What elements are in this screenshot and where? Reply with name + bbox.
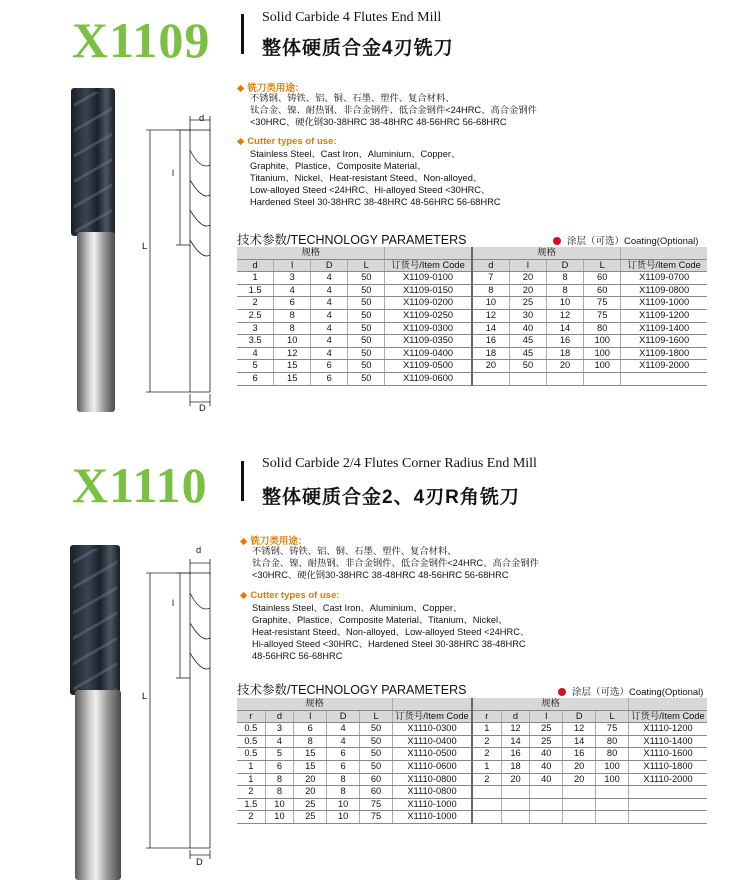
column-header: D: [311, 259, 348, 272]
table-cell: 50: [360, 723, 393, 736]
table-cell: 40: [530, 773, 563, 786]
table-cell: 25: [530, 735, 563, 748]
table-row: [237, 773, 707, 786]
table-cell: 60: [584, 284, 621, 297]
table-cell: 75: [360, 798, 393, 811]
table-cell: 4: [311, 347, 348, 360]
dim-label-d: d: [199, 113, 205, 123]
coating-dot-icon: [553, 237, 561, 245]
table-cell: X1110-0800: [393, 786, 472, 799]
table-row: [237, 284, 707, 297]
table-row: [237, 360, 707, 373]
spec-group-header: 规格: [472, 698, 629, 710]
column-header: d: [472, 259, 510, 272]
dim-label-L: L: [142, 691, 148, 701]
table-cell: 50: [348, 335, 385, 348]
table-cell: 12: [547, 309, 584, 322]
table-row: [237, 735, 707, 748]
end-mill-drawing: [140, 110, 230, 415]
table-cell: 2: [237, 811, 265, 824]
table-cell: 45: [509, 347, 546, 360]
table-cell: 6: [237, 372, 274, 385]
table-cell: 2: [472, 748, 501, 761]
column-header: l: [509, 259, 546, 272]
table-cell: 75: [360, 811, 393, 824]
column-header: 订货号/Item Code: [393, 710, 472, 723]
table-cell: [621, 372, 707, 385]
table-cell: 20: [509, 284, 546, 297]
table-cell: 50: [348, 360, 385, 373]
table-cell: 4: [327, 723, 360, 736]
table-cell: 10: [274, 335, 311, 348]
table-cell: 18: [501, 760, 530, 773]
table-cell: 6: [327, 748, 360, 761]
table-cell: 2: [472, 735, 501, 748]
table-cell: 5: [265, 748, 294, 761]
table-cell: 50: [348, 297, 385, 310]
table-cell: X1110-1400: [629, 735, 707, 748]
table-cell: 10: [547, 297, 584, 310]
table-cell: 12: [501, 723, 530, 736]
table-row: [237, 786, 707, 799]
spec-group-header-blank: [393, 698, 472, 710]
table-cell: 4: [311, 272, 348, 285]
table-cell: [563, 786, 596, 799]
table-cell: 10: [265, 798, 294, 811]
table-cell: X1109-1000: [621, 297, 707, 310]
table-cell: X1110-1000: [393, 798, 472, 811]
column-header: l: [530, 710, 563, 723]
table-cell: 15: [294, 760, 327, 773]
table-cell: 15: [274, 360, 311, 373]
table-cell: 4: [311, 322, 348, 335]
column-header: d: [501, 710, 530, 723]
column-header: r: [237, 710, 265, 723]
spec-group-header: 规格: [472, 247, 621, 259]
dim-label-D: D: [199, 403, 206, 413]
table-cell: 6: [311, 360, 348, 373]
table-cell: [472, 786, 501, 799]
table-cell: 0.5: [237, 723, 265, 736]
dim-label-D: D: [196, 857, 203, 867]
table-cell: 60: [360, 773, 393, 786]
use-en-header: ◆ Cutter types of use:: [237, 136, 337, 147]
table-cell: 4: [311, 284, 348, 297]
table-row: [237, 723, 707, 736]
table-cell: X1110-0500: [393, 748, 472, 761]
table-row: [237, 309, 707, 322]
dim-label-L: L: [142, 241, 148, 251]
table-cell: 6: [265, 760, 294, 773]
table-cell: X1110-1000: [393, 811, 472, 824]
table-cell: X1109-0350: [385, 335, 472, 348]
table-cell: 1: [237, 773, 265, 786]
table-cell: 1: [472, 723, 501, 736]
use-en-text: Stainless Steel、Cast Iron、Aluminium、Copper、 Graphite、Plastice、Composite Material、 Titanium、Nickel、Heat-resistant Steed、Non-alloyed、 Low-alloyed Steed <24HRC、Hi-alloyed Steed <30HRC、 Hardened Steel 30-38HRC 38-48HRC 48-56HRC 56-68HRC: [250, 149, 501, 207]
column-header: D: [563, 710, 596, 723]
table-cell: 5: [237, 360, 274, 373]
column-header: l: [294, 710, 327, 723]
tech-params-title: 技术参数/TECHNOLOGY PARAMETERS: [237, 233, 467, 247]
table-cell: [472, 372, 510, 385]
spec-group-header: 规格: [237, 698, 393, 710]
table-cell: [509, 372, 546, 385]
table-cell: 20: [547, 360, 584, 373]
table-cell: [596, 798, 629, 811]
flute-highlight: [74, 92, 112, 232]
column-header: r: [472, 710, 501, 723]
coating-dot-icon: [558, 688, 566, 696]
table-cell: 0.5: [237, 735, 265, 748]
title-en: Solid Carbide 2/4 Flutes Corner Radius End Mill: [262, 456, 537, 471]
coating-note: 涂层（可选）Coating(Optional): [558, 684, 703, 698]
table-cell: 7: [472, 272, 510, 285]
table-cell: X1109-1600: [621, 335, 707, 348]
dim-label-l: l: [172, 168, 175, 178]
table-cell: 50: [348, 347, 385, 360]
table-cell: 3: [274, 272, 311, 285]
spec-table-x1110: [237, 698, 707, 824]
table-cell: 6: [311, 372, 348, 385]
table-cell: 50: [360, 748, 393, 761]
title-divider: [241, 14, 244, 54]
table-row: [237, 335, 707, 348]
table-cell: X1110-1200: [629, 723, 707, 736]
table-row: [237, 811, 707, 824]
diamond-bullet-icon: ◆: [237, 136, 245, 147]
table-cell: 30: [509, 309, 546, 322]
table-cell: X1109-0500: [385, 360, 472, 373]
table-cell: 2: [237, 297, 274, 310]
table-cell: X1109-0100: [385, 272, 472, 285]
table-cell: 6: [274, 297, 311, 310]
table-cell: 16: [563, 748, 596, 761]
table-cell: 15: [274, 372, 311, 385]
table-cell: [563, 798, 596, 811]
table-cell: X1109-0600: [385, 372, 472, 385]
column-header: D: [547, 259, 584, 272]
column-header: d: [265, 710, 294, 723]
table-cell: 80: [596, 748, 629, 761]
table-cell: X1110-0400: [393, 735, 472, 748]
column-header: d: [237, 259, 274, 272]
spec-group-header: 规格: [237, 247, 385, 259]
title-divider: [241, 461, 244, 501]
table-cell: 8: [472, 284, 510, 297]
diamond-bullet-icon: ◆: [237, 83, 245, 94]
dim-label-d: d: [196, 545, 202, 555]
table-row: [237, 760, 707, 773]
table-cell: 18: [547, 347, 584, 360]
table-cell: X1109-0800: [621, 284, 707, 297]
table-cell: 18: [472, 347, 510, 360]
table-cell: 40: [530, 748, 563, 761]
column-header: L: [596, 710, 629, 723]
column-header: D: [327, 710, 360, 723]
table-cell: 25: [509, 297, 546, 310]
tech-params-title: 技术参数/TECHNOLOGY PARAMETERS: [237, 683, 467, 697]
table-cell: 1.5: [237, 284, 274, 297]
table-cell: X1109-0400: [385, 347, 472, 360]
table-cell: 8: [327, 773, 360, 786]
table-cell: 8: [274, 322, 311, 335]
table-cell: 25: [294, 811, 327, 824]
table-cell: 16: [501, 748, 530, 761]
table-cell: 8: [265, 786, 294, 799]
table-cell: 16: [472, 335, 510, 348]
table-cell: 3: [265, 723, 294, 736]
table-cell: 100: [584, 335, 621, 348]
end-mill-shank-image: [75, 690, 121, 880]
table-cell: [596, 811, 629, 824]
table-cell: 80: [584, 322, 621, 335]
table-cell: 75: [584, 309, 621, 322]
use-en-text: Stainless Steel、Cast Iron、Aluminium、Copper、 Graphite、Plastice、Composite Material、Titanium、Nickel、 Heat-resistant Steed、Non-alloyed、Low-alloyed Steed <24HRC、 Hi-alloyed Steed <30HRC、Hardened Steel 30-38HRC 38-48HRC 48-56HRC 56-68HRC: [252, 603, 530, 661]
table-cell: 80: [596, 735, 629, 748]
column-header: l: [274, 259, 311, 272]
table-cell: X1109-1800: [621, 347, 707, 360]
column-header: L: [360, 710, 393, 723]
table-cell: 4: [311, 335, 348, 348]
use-cn-text: 不锈钢、铸铁、铝、铜、石墨、塑件、复合材料、 钛合金、镍、耐热钢、非合金钢件、低合金钢件<24HRC、高合金钢件 <30HRC、硬化钢30-38HRC 38-48HRC 48-56HRC 56-68HRC: [252, 546, 539, 580]
use-en-header: ◆ Cutter types of use:: [240, 590, 340, 601]
table-cell: 10: [327, 811, 360, 824]
table-cell: X1110-0600: [393, 760, 472, 773]
table-cell: 45: [509, 335, 546, 348]
table-cell: 20: [294, 786, 327, 799]
table-cell: 40: [509, 322, 546, 335]
table-cell: 2: [237, 786, 265, 799]
diamond-bullet-icon: ◆: [240, 590, 248, 601]
table-cell: 8: [547, 284, 584, 297]
table-cell: 0.5: [237, 748, 265, 761]
table-row: [237, 297, 707, 310]
table-cell: 8: [547, 272, 584, 285]
table-cell: 20: [563, 773, 596, 786]
coating-note: 涂层（可选）Coating(Optional): [553, 233, 698, 247]
table-cell: 100: [596, 760, 629, 773]
table-cell: 1: [237, 272, 274, 285]
table-cell: 20: [509, 272, 546, 285]
table-cell: [547, 372, 584, 385]
table-cell: 20: [501, 773, 530, 786]
table-cell: [584, 372, 621, 385]
table-cell: X1109-2000: [621, 360, 707, 373]
end-mill-drawing: [140, 553, 230, 873]
table-cell: X1109-0700: [621, 272, 707, 285]
table-cell: 3: [237, 322, 274, 335]
table-row: [237, 372, 707, 385]
table-row: [237, 798, 707, 811]
table-row: [237, 347, 707, 360]
table-row: [237, 272, 707, 285]
table-cell: X1109-1200: [621, 309, 707, 322]
column-header: 订货号/Item Code: [629, 710, 707, 723]
column-header: 订货号/Item Code: [385, 259, 472, 272]
table-cell: X1109-1400: [621, 322, 707, 335]
table-cell: X1110-0300: [393, 723, 472, 736]
table-cell: 60: [360, 786, 393, 799]
table-cell: 4: [274, 284, 311, 297]
table-cell: 8: [294, 735, 327, 748]
table-cell: [629, 811, 707, 824]
title-cn: 整体硬质合金4刃铣刀: [262, 38, 454, 59]
table-cell: 4: [237, 347, 274, 360]
end-mill-shank-image: [77, 232, 115, 412]
table-cell: [501, 786, 530, 799]
table-cell: 1.5: [237, 798, 265, 811]
table-cell: 14: [547, 322, 584, 335]
table-cell: [596, 786, 629, 799]
table-cell: 12: [472, 309, 510, 322]
column-header: L: [348, 259, 385, 272]
table-cell: 14: [472, 322, 510, 335]
table-cell: 75: [584, 297, 621, 310]
model-x1109: X1109: [72, 12, 211, 68]
column-header: 订货号/Item Code: [621, 259, 707, 272]
table-cell: 4: [311, 297, 348, 310]
title-en: Solid Carbide 4 Flutes End Mill: [262, 10, 442, 25]
table-row: [237, 748, 707, 761]
table-cell: 25: [294, 798, 327, 811]
table-row: [237, 322, 707, 335]
table-cell: 50: [348, 322, 385, 335]
use-cn-text: 不锈钢、铸铁、铝、铜、石墨、塑件、复合材料、 钛合金、镍、耐热钢、非合金钢件、低合金钢件<24HRC、高合金钢件 <30HRC、硬化钢30-38HRC 38-48HRC 48-56HRC 56-68HRC: [250, 93, 537, 127]
table-cell: 14: [563, 735, 596, 748]
table-cell: 50: [348, 372, 385, 385]
use-cn-header: ◆ 铣刀类用途：: [237, 83, 305, 94]
table-cell: [629, 798, 707, 811]
table-cell: X1110-1600: [629, 748, 707, 761]
table-cell: [472, 798, 501, 811]
table-cell: 50: [509, 360, 546, 373]
table-cell: 50: [360, 735, 393, 748]
table-cell: [629, 786, 707, 799]
table-cell: 50: [348, 272, 385, 285]
table-cell: 1: [472, 760, 501, 773]
table-cell: 10: [265, 811, 294, 824]
table-cell: 25: [530, 723, 563, 736]
table-cell: X1110-0800: [393, 773, 472, 786]
spec-table-x1109: [237, 247, 707, 386]
table-cell: 40: [530, 760, 563, 773]
table-cell: 50: [348, 309, 385, 322]
table-cell: [530, 786, 563, 799]
table-cell: 3.5: [237, 335, 274, 348]
diamond-bullet-icon: ◆: [240, 536, 248, 547]
table-cell: 10: [327, 798, 360, 811]
table-cell: 8: [274, 309, 311, 322]
table-cell: X1110-2000: [629, 773, 707, 786]
table-cell: [501, 811, 530, 824]
dim-label-l: l: [172, 598, 175, 608]
table-cell: 6: [327, 760, 360, 773]
table-cell: 20: [472, 360, 510, 373]
table-cell: 100: [584, 360, 621, 373]
table-cell: [563, 811, 596, 824]
table-cell: 4: [327, 735, 360, 748]
table-cell: [472, 811, 501, 824]
table-cell: 50: [348, 284, 385, 297]
spec-group-header-blank: [629, 698, 707, 710]
table-cell: 2: [472, 773, 501, 786]
table-cell: 8: [327, 786, 360, 799]
table-cell: 100: [584, 347, 621, 360]
title-cn: 整体硬质合金2、4刃R角铣刀: [262, 487, 520, 508]
table-cell: 12: [563, 723, 596, 736]
model-x1110: X1110: [72, 457, 208, 513]
table-cell: X1109-0250: [385, 309, 472, 322]
table-cell: 60: [584, 272, 621, 285]
table-cell: 8: [265, 773, 294, 786]
table-cell: 50: [360, 760, 393, 773]
table-cell: 20: [563, 760, 596, 773]
table-cell: 15: [294, 748, 327, 761]
table-cell: [501, 798, 530, 811]
spec-group-header-blank: [621, 247, 707, 259]
table-cell: 16: [547, 335, 584, 348]
flute-highlight: [73, 549, 117, 691]
table-cell: 4: [265, 735, 294, 748]
table-cell: X1109-0150: [385, 284, 472, 297]
use-cn-header: ◆ 铣刀类用途：: [240, 536, 308, 547]
table-cell: 4: [311, 309, 348, 322]
table-cell: 10: [472, 297, 510, 310]
table-cell: 20: [294, 773, 327, 786]
table-cell: 12: [274, 347, 311, 360]
table-cell: X1110-1800: [629, 760, 707, 773]
table-cell: 6: [294, 723, 327, 736]
table-cell: [530, 798, 563, 811]
table-cell: 75: [596, 723, 629, 736]
table-cell: 2.5: [237, 309, 274, 322]
table-cell: 100: [596, 773, 629, 786]
table-cell: X1109-0300: [385, 322, 472, 335]
table-cell: [530, 811, 563, 824]
table-cell: X1109-0200: [385, 297, 472, 310]
table-cell: 14: [501, 735, 530, 748]
column-header: L: [584, 259, 621, 272]
table-cell: 1: [237, 760, 265, 773]
spec-group-header-blank: [385, 247, 472, 259]
